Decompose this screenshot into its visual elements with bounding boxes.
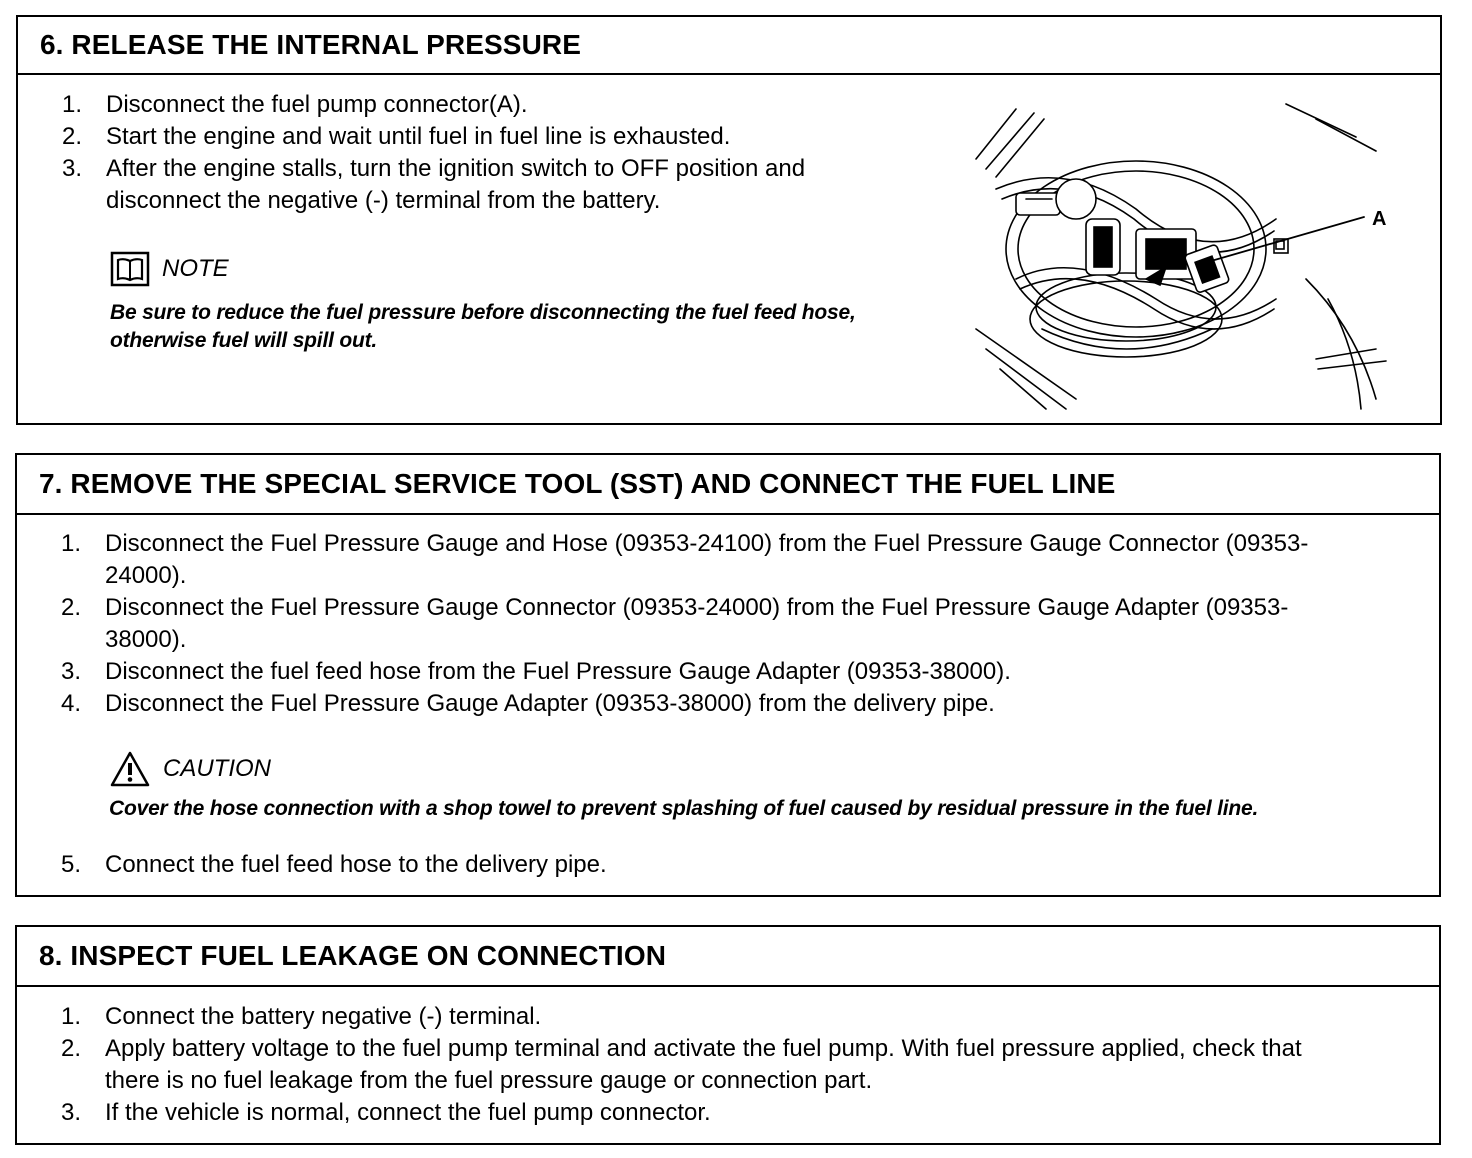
step-text: After the engine stalls, turn the ignition switch to OFF position and disconnect the negative (-) terminal from the battery. [106, 155, 806, 214]
list-item [62, 153, 882, 217]
step-text: Start the engine and wait until fuel in fuel line is exhausted. [106, 123, 731, 150]
section-8 [15, 925, 1441, 1145]
step-number: 3. [62, 155, 83, 182]
step-number: 3. [61, 1099, 82, 1126]
list-item [61, 1001, 1321, 1033]
section-7-final-step [61, 849, 1361, 881]
list-item [61, 528, 1361, 592]
step-number: 1. [61, 1003, 82, 1030]
step-text: Disconnect the fuel pump connector(A). [106, 91, 528, 118]
step-text: Disconnect the Fuel Pressure Gauge Connector (09353-24000) from the Fuel Pressure Gauge Adapter (09353-38000). [105, 594, 1289, 653]
step-number: 4. [61, 690, 82, 717]
caution-label: CAUTION [163, 755, 271, 782]
step-text: Connect the battery negative (-) terminal. [105, 1003, 542, 1030]
step-text: If the vehicle is normal, connect the fuel pump connector. [105, 1099, 711, 1126]
step-number: 1. [61, 530, 82, 557]
section-7-steps [61, 528, 1361, 720]
list-item [61, 1097, 1321, 1129]
section-8-steps [61, 1001, 1321, 1129]
list-item [62, 121, 882, 153]
list-item [61, 592, 1361, 656]
list-item [61, 849, 1361, 881]
book-icon [110, 251, 150, 287]
list-item [62, 89, 882, 121]
note-callout [110, 249, 890, 355]
caution-callout [109, 749, 1399, 823]
caution-text: Cover the hose connection with a shop towel to prevent splashing of fuel caused by residual pressure in the fuel line. [109, 797, 1259, 820]
step-text: Disconnect the fuel feed hose from the Fuel Pressure Gauge Adapter (09353-38000). [105, 658, 1011, 685]
callout-label-a: A [1372, 208, 1387, 230]
step-text: Disconnect the Fuel Pressure Gauge Adapter (09353-38000) from the delivery pipe. [105, 690, 995, 717]
section-7-title: 7. REMOVE THE SPECIAL SERVICE TOOL (SST) AND CONNECT THE FUEL LINE [17, 455, 1439, 515]
section-6-title: 6. RELEASE THE INTERNAL PRESSURE [18, 17, 1440, 75]
section-6-steps [62, 89, 882, 217]
step-number: 3. [61, 658, 82, 685]
step-number: 2. [61, 594, 82, 621]
section-6 [16, 15, 1442, 425]
step-number: 2. [61, 1035, 82, 1062]
note-text: Be sure to reduce the fuel pressure before disconnecting the fuel feed hose, otherwise fuel will spill out. [110, 301, 856, 352]
section-7 [15, 453, 1441, 897]
list-item [61, 1033, 1321, 1097]
step-number: 5. [61, 851, 82, 878]
step-text: Connect the fuel feed hose to the delivery pipe. [105, 851, 607, 878]
step-number: 1. [62, 91, 83, 118]
step-number: 2. [62, 123, 83, 150]
list-item [61, 688, 1361, 720]
step-text: Disconnect the Fuel Pressure Gauge and Hose (09353-24100) from the Fuel Pressure Gauge Connector (09353-24000). [105, 530, 1309, 589]
warning-triangle-icon [109, 750, 151, 788]
step-text: Apply battery voltage to the fuel pump terminal and activate the fuel pump. With fuel pressure applied, check that there is no fuel leakage from the fuel pressure gauge or connection part. [105, 1035, 1302, 1094]
fuel-pump-illustration [956, 99, 1396, 417]
note-label: NOTE [162, 255, 229, 282]
list-item [61, 656, 1361, 688]
section-8-title: 8. INSPECT FUEL LEAKAGE ON CONNECTION [17, 927, 1439, 987]
